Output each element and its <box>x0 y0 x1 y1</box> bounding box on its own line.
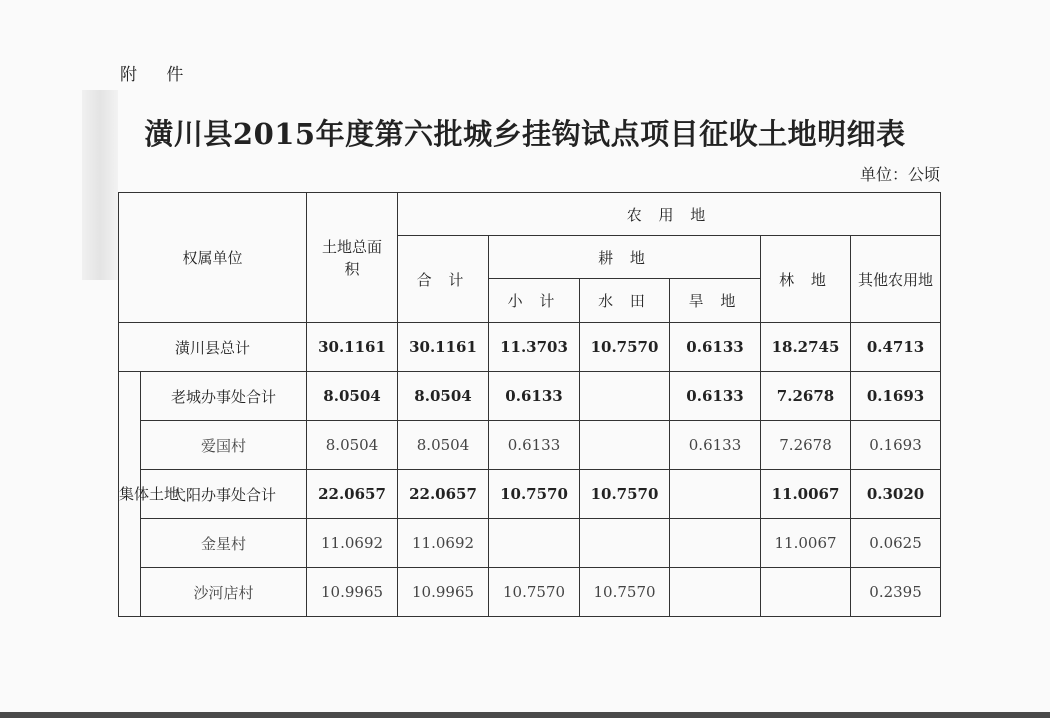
cell-forest: 11.0067 <box>761 519 851 568</box>
header-cultivated-subtotal: 小 计 <box>489 279 580 323</box>
cell-total: 11.0692 <box>307 519 398 568</box>
cell-dry: 0.6133 <box>670 323 761 372</box>
unit-label: 单位：公顷 <box>859 165 940 184</box>
attachment-label: 附 件 <box>120 65 196 85</box>
cell-dry <box>670 470 761 519</box>
cell-total: 8.0504 <box>307 421 398 470</box>
cell-agri: 11.0692 <box>398 519 489 568</box>
cell-cultivated <box>489 519 580 568</box>
header-forest: 林 地 <box>761 236 851 323</box>
cell-agri: 22.0657 <box>398 470 489 519</box>
row-name: 弋阳办事处合计 <box>141 470 307 519</box>
table-row <box>119 421 941 470</box>
cell-paddy: 10.7570 <box>580 568 670 617</box>
header-row-1 <box>119 193 941 236</box>
table-row <box>119 568 941 617</box>
row-name: 老城办事处合计 <box>141 372 307 421</box>
document-title: 潢川县2015年度第六批城乡挂钩试点项目征收土地明细表 <box>144 117 906 151</box>
cell-cultivated: 10.7570 <box>489 568 580 617</box>
cell-forest: 18.2745 <box>761 323 851 372</box>
cell-paddy <box>580 372 670 421</box>
cell-paddy <box>580 519 670 568</box>
table-row <box>119 519 941 568</box>
cell-forest: 7.2678 <box>761 372 851 421</box>
cell-other: 0.0625 <box>851 519 941 568</box>
cell-cultivated: 10.7570 <box>489 470 580 519</box>
cell-other: 0.4713 <box>851 323 941 372</box>
header-cultivated: 耕 地 <box>489 236 761 279</box>
cell-forest: 7.2678 <box>761 421 851 470</box>
header-dry: 旱 地 <box>670 279 761 323</box>
row-name: 沙河店村 <box>141 568 307 617</box>
cell-dry: 0.6133 <box>670 372 761 421</box>
cell-other: 0.1693 <box>851 372 941 421</box>
collective-land-label: 集体土地 <box>119 372 141 617</box>
header-paddy: 水 田 <box>580 279 670 323</box>
cell-forest: 11.0067 <box>761 470 851 519</box>
cell-total: 22.0657 <box>307 470 398 519</box>
cell-agri: 8.0504 <box>398 372 489 421</box>
header-owner: 权属单位 <box>119 193 307 323</box>
cell-dry <box>670 568 761 617</box>
table-row <box>119 372 941 421</box>
cell-agri: 10.9965 <box>398 568 489 617</box>
cell-paddy: 10.7570 <box>580 323 670 372</box>
cell-other: 0.2395 <box>851 568 941 617</box>
cell-cultivated: 0.6133 <box>489 372 580 421</box>
cell-other: 0.3020 <box>851 470 941 519</box>
header-subtotal-all: 合 计 <box>398 236 489 323</box>
cell-paddy: 10.7570 <box>580 470 670 519</box>
cell-dry: 0.6133 <box>670 421 761 470</box>
scan-bottom-edge <box>0 712 1050 718</box>
header-total-area <box>307 193 398 323</box>
row-name: 潢川县总计 <box>119 323 307 372</box>
header-agricultural: 农 用 地 <box>398 193 941 236</box>
header-other-agri: 其他农用地 <box>851 236 941 323</box>
cell-cultivated: 0.6133 <box>489 421 580 470</box>
cell-cultivated: 11.3703 <box>489 323 580 372</box>
land-detail-table <box>118 192 941 617</box>
cell-paddy <box>580 421 670 470</box>
table-row <box>119 470 941 519</box>
cell-other: 0.1693 <box>851 421 941 470</box>
table-row <box>119 323 941 372</box>
cell-agri: 8.0504 <box>398 421 489 470</box>
cell-total: 8.0504 <box>307 372 398 421</box>
cell-total: 30.1161 <box>307 323 398 372</box>
row-name: 爱国村 <box>141 421 307 470</box>
row-name: 金星村 <box>141 519 307 568</box>
cell-dry <box>670 519 761 568</box>
cell-agri: 30.1161 <box>398 323 489 372</box>
cell-forest <box>761 568 851 617</box>
cell-total: 10.9965 <box>307 568 398 617</box>
header-total-area-text: 土地总面积 <box>322 237 383 278</box>
